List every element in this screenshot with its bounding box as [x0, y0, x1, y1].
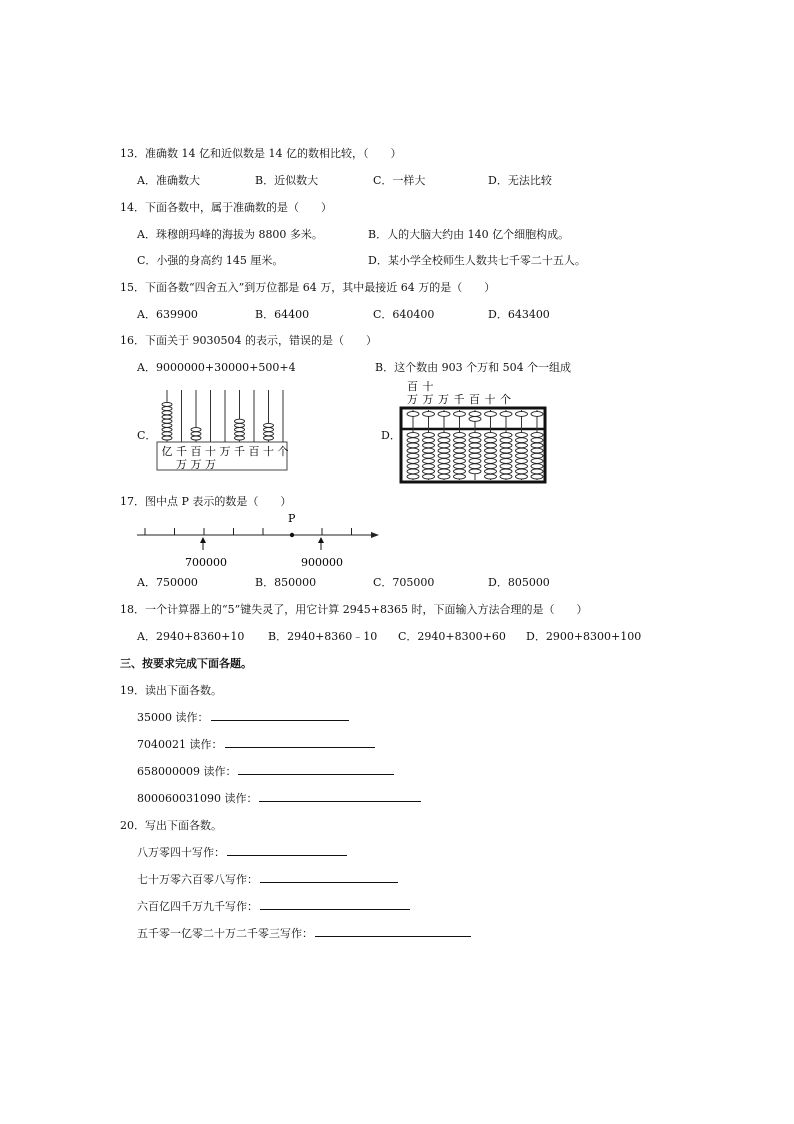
abacus-d-bead [516, 459, 528, 464]
abacus-d-bead [454, 433, 466, 438]
abacus-c-bead [264, 436, 274, 440]
q19-item-2 [137, 736, 375, 752]
abacus-c-place-row1 [162, 444, 289, 458]
abacus-d-bead [500, 412, 512, 417]
q20-item-3 [137, 898, 410, 914]
abacus-d-bead [500, 464, 512, 469]
q13-option-c: C．一样大 [373, 174, 426, 187]
q20-item-2-blank[interactable] [260, 872, 398, 883]
section-heading: 三、按要求完成下面各题。 [120, 657, 252, 670]
q13-option-a: A．准确数大 [137, 174, 200, 187]
abacus-d-bead [500, 443, 512, 448]
abacus-d-bead [438, 453, 450, 458]
abacus-d-bead [423, 412, 435, 417]
q20-item-1 [137, 844, 347, 860]
q15-option-a: A．639900 [137, 308, 198, 321]
abacus-c-place-label: 百 [248, 445, 260, 458]
abacus-d-place-row2 [407, 392, 511, 406]
abacus-d-bead [454, 469, 466, 474]
abacus-c-bead [264, 428, 274, 432]
abacus-d-bead [407, 448, 419, 453]
abacus-c-place-row2 [176, 458, 216, 471]
q18-option-c: C．2940+8300+60 [398, 630, 506, 643]
abacus-d-bead [438, 459, 450, 464]
abacus-d-bead [438, 448, 450, 453]
q13-stem: 13．准确数 14 亿和近似数是 14 亿的数相比较，（ ） [120, 147, 402, 160]
abacus-c-bead [191, 428, 201, 432]
q18-option-b: B．2940+8360﹣10 [268, 630, 378, 643]
abacus-d-bead [423, 433, 435, 438]
abacus-d-bead [407, 459, 419, 464]
abacus-d-bead [469, 448, 481, 453]
point-p-label: P [288, 512, 296, 525]
q19-item-2-label: 7040021 读作： [137, 738, 223, 751]
abacus-d-bead [485, 453, 497, 458]
abacus-d-bead [438, 443, 450, 448]
abacus-d-bead [407, 443, 419, 448]
abacus-c-bead [162, 432, 172, 436]
abacus-d-bead [423, 459, 435, 464]
abacus-d-bead [500, 453, 512, 458]
q20-item-3-blank[interactable] [260, 899, 410, 910]
abacus-d-bead [516, 469, 528, 474]
abacus-d-bead [500, 469, 512, 474]
abacus-d-bead [516, 412, 528, 417]
abacus-c-bead [162, 411, 172, 415]
abacus-d-place-label: 个 [500, 393, 511, 406]
abacus-d-rods [407, 410, 543, 480]
abacus-c-bead [162, 428, 172, 432]
abacus-d-place-label: 万 [422, 393, 434, 406]
abacus-d-bead [485, 412, 497, 417]
abacus-d-bead [516, 443, 528, 448]
q20-item-1-label: 八万零四十写作： [137, 846, 225, 859]
q16-option-c-label: C． [137, 429, 157, 442]
q17-stem [120, 493, 291, 509]
abacus-d-bead [469, 417, 481, 422]
abacus-d-bead [531, 469, 543, 474]
abacus-c-bead [235, 419, 245, 423]
abacus-c-place-label: 百 [190, 445, 202, 458]
abacus-d-bead [531, 443, 543, 448]
abacus-d-bead [423, 438, 435, 443]
abacus-d-bead [531, 438, 543, 443]
abacus-d-bead [438, 433, 450, 438]
abacus-d-bead [469, 453, 481, 458]
q13-option-b: B．近似数大 [255, 174, 319, 187]
q19-item-1-blank[interactable] [211, 710, 349, 721]
abacus-d-bead [500, 474, 512, 479]
arrow-700000-head [200, 537, 206, 543]
abacus-c-place-label: 万 [176, 458, 187, 471]
q20-item-3-label: 六百亿四千万九千写作： [137, 900, 258, 913]
q20-item-4-label: 五千零一亿零二十万二千零三写作： [137, 927, 313, 940]
abacus-c-bead [264, 423, 274, 427]
abacus-d-bead [407, 412, 419, 417]
abacus-d-bead [485, 464, 497, 469]
abacus-c-bead [162, 402, 172, 406]
abacus-d-bead [423, 474, 435, 479]
abacus-d-bead [531, 448, 543, 453]
q14-option-b: B．人的大脑大约由 140 亿个细胞构成。 [368, 228, 570, 241]
q16-option-b: B．这个数由 903 个万和 504 个一组成 [375, 361, 572, 374]
abacus-d-bead [500, 459, 512, 464]
abacus-d-bead [454, 464, 466, 469]
q15-stem: 15．下面各数“四舍五入”到万位都是 64 万，其中最接近 64 万的是（ ） [120, 281, 496, 294]
abacus-d-bead [469, 443, 481, 448]
abacus-c-bead [235, 428, 245, 432]
abacus-d-bead [407, 469, 419, 474]
abacus-d-bead [469, 464, 481, 469]
q19-item-3-label: 658000009 读作： [137, 765, 237, 778]
abacus-d-place-label: 十 [422, 380, 434, 393]
abacus-d-bead [516, 448, 528, 453]
q17-option-d: D．805000 [488, 576, 550, 589]
abacus-d-bead [531, 453, 543, 458]
abacus-d-bead [531, 412, 543, 417]
q13-option-d: D．无法比较 [488, 174, 552, 187]
q17-option-a: A．750000 [137, 576, 198, 589]
abacus-c-bead [191, 432, 201, 436]
q14-option-c: C．小强的身高约 145 厘米。 [137, 254, 284, 267]
abacus-c-place-label: 十 [205, 445, 216, 458]
abacus-c-place-label: 万 [205, 458, 216, 471]
q19-item-3 [137, 763, 394, 779]
q19-stem: 19．读出下面各数。 [120, 684, 222, 697]
abacus-c-bead [162, 436, 172, 440]
number-line [135, 510, 385, 570]
abacus-c-bead [162, 415, 172, 419]
q17-option-c: C．705000 [373, 576, 435, 589]
q20-item-1-blank[interactable] [227, 845, 347, 856]
abacus-d-bead [516, 453, 528, 458]
q20-item-2 [137, 871, 398, 887]
abacus-d-bead [469, 459, 481, 464]
abacus-d-bead [469, 469, 481, 474]
q19-item-3-blank[interactable] [238, 764, 394, 775]
abacus-d-bead [438, 469, 450, 474]
tick-label-900000: 900000 [301, 556, 343, 569]
abacus-d-bead [485, 448, 497, 453]
abacus-d-bead [469, 433, 481, 438]
abacus-c-bead [235, 423, 245, 427]
abacus-c-place-label: 个 [277, 445, 289, 458]
q15-option-d: D．643400 [488, 308, 550, 321]
abacus-c-figure [150, 388, 290, 474]
abacus-d-bead [485, 474, 497, 479]
q16-stem: 16．下面关于 9030504 的表示，错误的是（ ） [120, 334, 377, 347]
abacus-c-bead [235, 432, 245, 436]
abacus-d-bead [423, 469, 435, 474]
abacus-d-bead [485, 443, 497, 448]
q20-stem: 20．写出下面各数。 [120, 819, 222, 832]
abacus-d-bead [516, 433, 528, 438]
tick-label-700000: 700000 [185, 556, 227, 569]
q19-item-4-label: 800060031090 读作： [137, 792, 258, 805]
arrow-900000-head [318, 537, 324, 543]
abacus-d-bead [423, 453, 435, 458]
q17-stem-text: 17．图中点 P 表示的数是（ ） [120, 495, 292, 508]
abacus-d-bead [423, 443, 435, 448]
abacus-d-figure [398, 378, 550, 486]
q15-option-c: C．640400 [373, 308, 435, 321]
abacus-d-bead [500, 448, 512, 453]
q20-item-2-label: 七十万零六百零八写作： [137, 873, 258, 886]
q18-stem: 18．一个计算器上的“5”键失灵了，用它计算 2945+8365 时，下面输入方法合理的是（ ） [120, 603, 588, 616]
q18-option-d: D．2900+8300+100 [526, 630, 642, 643]
abacus-d-bead [454, 448, 466, 453]
abacus-d-bead [407, 433, 419, 438]
q15-option-b: B．64400 [255, 308, 310, 321]
abacus-d-bead [485, 433, 497, 438]
abacus-d-bead [485, 469, 497, 474]
abacus-d-place-label: 千 [453, 393, 465, 406]
q14-option-a: A．珠穆朗玛峰的海拔为 8800 多米。 [137, 228, 323, 241]
abacus-c-place-label: 万 [190, 458, 202, 471]
abacus-d-bead [531, 459, 543, 464]
abacus-d-bead [423, 464, 435, 469]
q19-item-1-label: 35000 读作： [137, 711, 209, 724]
abacus-d-bead [407, 453, 419, 458]
abacus-c-rods [162, 390, 283, 442]
q18-option-a: A．2940+8360+10 [137, 630, 245, 643]
abacus-d-bead [531, 433, 543, 438]
abacus-d-bead [485, 459, 497, 464]
abacus-c-bead [162, 407, 172, 411]
abacus-d-bead [469, 412, 481, 417]
abacus-c-place-label: 万 [219, 445, 231, 458]
abacus-c-place-label: 十 [263, 445, 274, 458]
abacus-d-bead [454, 453, 466, 458]
abacus-d-bead [454, 438, 466, 443]
q19-item-1 [137, 709, 349, 725]
abacus-d-place-label: 十 [484, 393, 496, 406]
abacus-d-bead [438, 412, 450, 417]
q20-item-4-blank[interactable] [315, 926, 471, 937]
abacus-d-bead [407, 438, 419, 443]
abacus-d-bead [531, 474, 543, 479]
q16-option-d-label: D． [381, 429, 401, 442]
abacus-d-bead [407, 474, 419, 479]
abacus-d-bead [438, 464, 450, 469]
abacus-c-bead [162, 419, 172, 423]
abacus-d-place-label: 百 [469, 393, 480, 406]
abacus-d-bead [516, 464, 528, 469]
abacus-d-bead [485, 438, 497, 443]
abacus-d-bead [454, 474, 466, 479]
abacus-d-bead [454, 443, 466, 448]
abacus-d-place-label: 百 [407, 380, 418, 393]
abacus-d-bead [500, 433, 512, 438]
q17-option-b: B．850000 [255, 576, 317, 589]
abacus-d-bead [500, 438, 512, 443]
abacus-d-bead [438, 474, 450, 479]
q19-item-2-blank[interactable] [225, 737, 375, 748]
abacus-d-bead [454, 412, 466, 417]
abacus-d-bead [407, 464, 419, 469]
abacus-c-bead [162, 423, 172, 427]
q14-stem: 14．下面各数中，属于准确数的是（ ） [120, 201, 332, 214]
abacus-d-bead [438, 438, 450, 443]
abacus-d-bead [454, 459, 466, 464]
q16-option-a: A．9000000+30000+500+4 [137, 361, 296, 374]
abacus-d-place-row1 [407, 379, 434, 393]
number-line-arrowhead [371, 532, 379, 538]
abacus-c-bead [191, 436, 201, 440]
abacus-d-place-label: 万 [407, 393, 418, 406]
abacus-c-place-label: 亿 [161, 445, 173, 458]
abacus-d-bead [516, 438, 528, 443]
abacus-d-bead [516, 474, 528, 479]
abacus-c-place-label: 千 [176, 445, 187, 458]
q19-item-4-blank[interactable] [259, 791, 421, 802]
abacus-c-place-label: 千 [234, 445, 245, 458]
abacus-d-place-label: 万 [438, 393, 449, 406]
q14-option-d: D．某小学全校师生人数共七千零二十五人。 [368, 254, 586, 267]
abacus-c-bead [235, 436, 245, 440]
q20-item-4 [137, 925, 471, 941]
point-p-dot [290, 533, 294, 537]
abacus-d-bead [469, 438, 481, 443]
abacus-d-bead [531, 464, 543, 469]
abacus-d-bead [423, 448, 435, 453]
q19-item-4 [137, 790, 421, 806]
abacus-c-bead [264, 432, 274, 436]
number-line-ticks [145, 528, 352, 535]
